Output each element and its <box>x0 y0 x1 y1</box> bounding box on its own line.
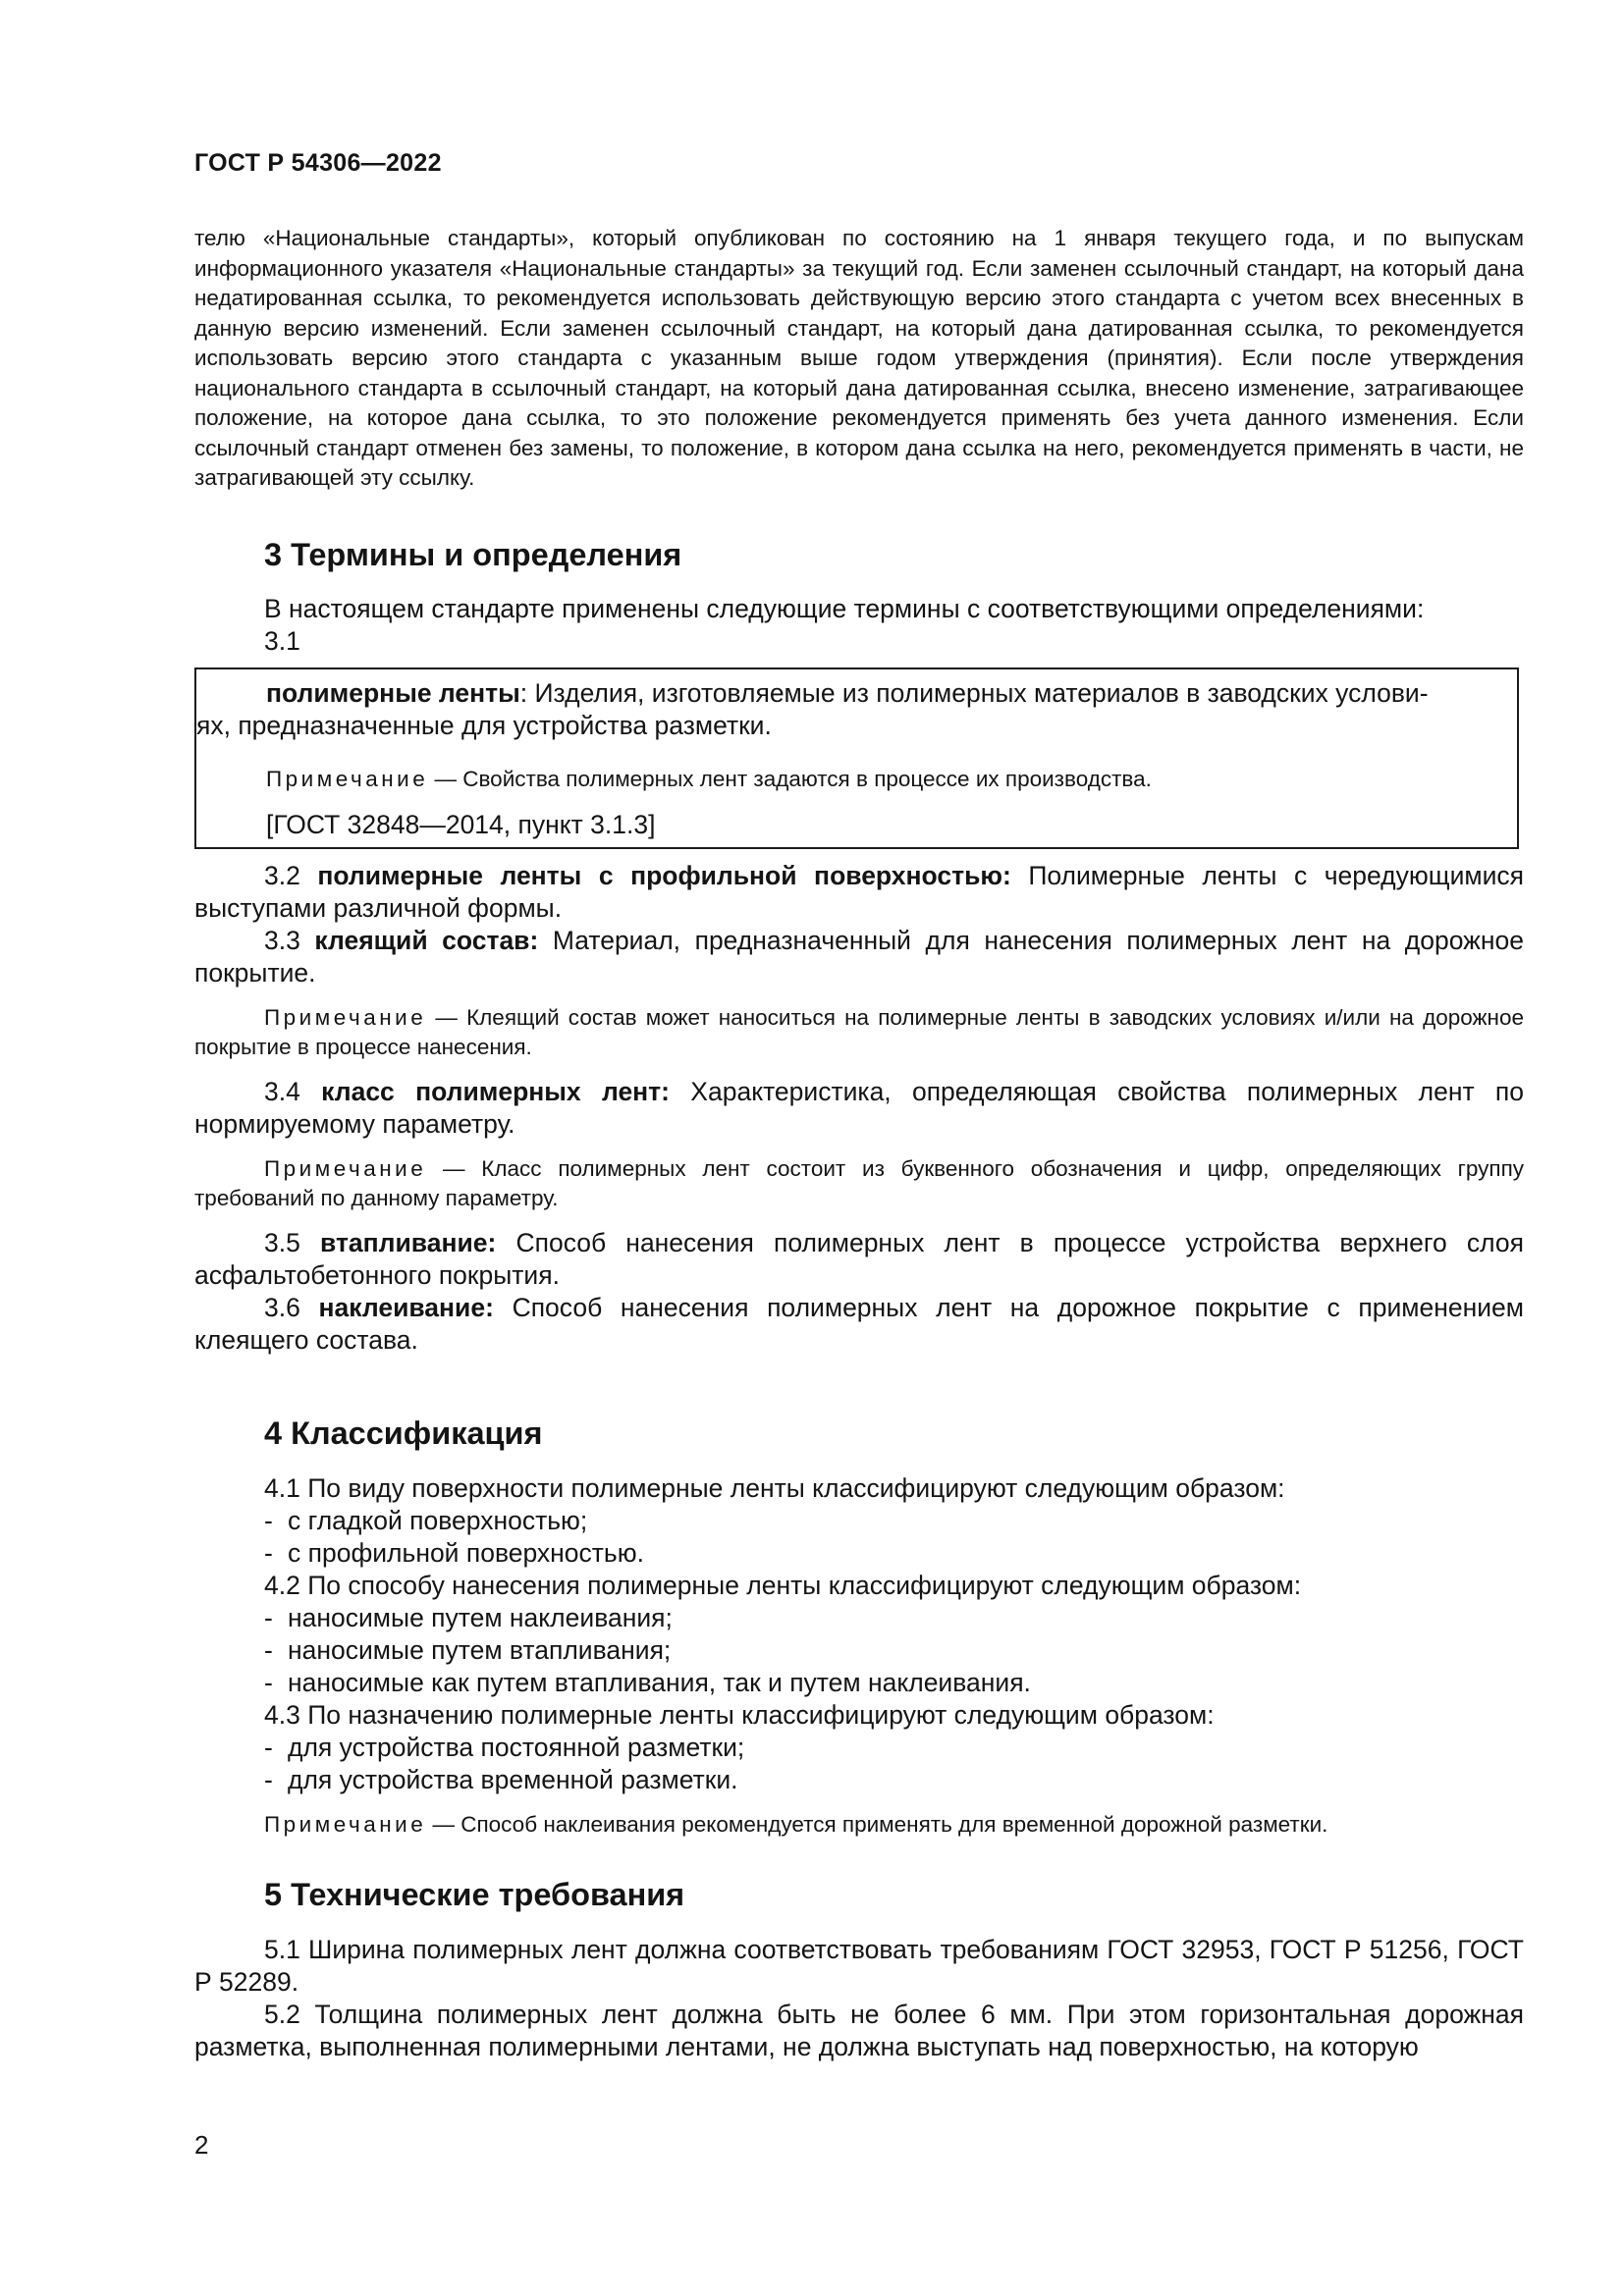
term-3-1-definition-text: : Изделия, изготовляемые из полимерных материалов в заводских услови- <box>519 678 1429 708</box>
clause-5-1: 5.1 Ширина полимерных лент должна соответствовать требованиям ГОСТ 32953, ГОСТ Р 51256, ГОСТ Р 52289. <box>194 1935 1524 1997</box>
section-3-title: 3 Термины и определения <box>264 537 682 572</box>
term-3-6-number: 3.6 <box>264 1293 300 1322</box>
section-4-title: 4 Классификация <box>264 1415 543 1451</box>
term-3-6-term: наклеивание: <box>318 1293 494 1322</box>
term-3-2-text: Полимерные ленты с чередующимися выступами различной формы. <box>194 861 1524 923</box>
term-3-3-number: 3.3 <box>264 926 300 955</box>
term-3-2 <box>194 860 1524 925</box>
term-3-3-note-label: Примечание <box>264 1005 427 1030</box>
page-number: 2 <box>194 2130 209 2160</box>
clause-4-2-item: - наносимые путем втапливания; <box>264 1635 672 1665</box>
term-3-3-text: Материал, предназначенный для нанесения полимерных лент на дорожное покрытие. <box>194 926 1524 988</box>
clause-4-1-item: - с гладкой поверхностью; <box>264 1506 588 1535</box>
section-3-terms <box>194 860 1524 1357</box>
term-3-4-number: 3.4 <box>264 1077 300 1106</box>
term-3-3-note <box>194 1003 1524 1062</box>
term-3-2-term: полимерные ленты с профильной поверхностью: <box>317 861 1011 890</box>
term-3-4-term: класс полимерных лент: <box>321 1077 670 1106</box>
section-4-body <box>194 1472 1524 1840</box>
term-3-5-text: Способ нанесения полимерных лент в процессе устройства верхнего слоя асфальтобетонного покрытия. <box>194 1228 1524 1290</box>
term-3-1-definition <box>266 677 1513 710</box>
section-4-note-text: — Способ наклеивания рекомендуется применять для временной дорожной разметки. <box>426 1812 1328 1837</box>
clause-4-1: 4.1 По виду поверхности полимерные ленты классифицируют следующим образом: <box>264 1473 1285 1503</box>
clause-4-2-item: - наносимые путем наклеивания; <box>264 1603 673 1632</box>
clause-4-2-item: - наносимые как путем втапливания, так и путем наклеивания. <box>264 1668 1031 1697</box>
term-3-4-note <box>194 1154 1524 1213</box>
section-4-note-label: Примечание <box>264 1812 427 1837</box>
term-3-5 <box>194 1227 1524 1292</box>
term-3-4-text: Характеристика, определяющая свойства полимерных лент по нормируемому параметру. <box>194 1077 1524 1139</box>
clause-4-2: 4.2 По способу нанесения полимерные ленты классифицируют следующим образом: <box>264 1571 1302 1600</box>
term-3-3 <box>194 925 1524 989</box>
clause-4-3: 4.3 По назначению полимерные ленты классифицируют следующим образом: <box>264 1700 1215 1730</box>
term-3-5-term: втапливание: <box>320 1228 497 1257</box>
term-3-1-term: полимерные ленты <box>266 678 520 708</box>
term-3-1-number: 3.1 <box>264 626 300 656</box>
term-3-3-note-text: — Клеящий состав может наноситься на полимерные ленты в заводских условиях и/или на дорожное покрытие в процессе нанесения. <box>194 1005 1524 1059</box>
term-3-4-note-label: Примечание <box>264 1156 427 1181</box>
term-3-5-number: 3.5 <box>264 1228 300 1257</box>
section-5-title: 5 Технические требования <box>264 1877 685 1912</box>
term-3-1-box <box>194 667 1519 849</box>
term-3-1-source: [ГОСТ 32848—2014, пункт 3.1.3] <box>266 810 656 839</box>
clause-5-2: 5.2 Толщина полимерных лент должна быть не более 6 мм. При этом горизонтальная дорожная разметка, выполненная полимерными лентами, не должна выступать над поверхностью, на которую <box>194 2000 1524 2061</box>
clause-4-1-item: - с профильной поверхностью. <box>264 1538 644 1568</box>
term-3-1-note-label: Примечание <box>266 767 429 791</box>
term-3-1-note <box>266 765 1152 794</box>
document-header: ГОСТ Р 54306—2022 <box>194 149 442 177</box>
term-3-2-number: 3.2 <box>264 861 300 890</box>
term-3-4-note-text: — Класс полимерных лент состоит из буквенного обозначения и цифр, определяющих группу требований по данному параметру. <box>194 1156 1524 1210</box>
intro-paragraph: телю «Национальные стандарты», который опубликован по состоянию на 1 января текущего года, и по выпускам информационного указателя «Национальные стандарты» за текущий год. Если заменен ссылочный стандарт, на который дана недатированная ссылка, то рекомендуется использовать действующую версию этого стандарта с учетом всех внесенных в данную версию изменений. Если заменен ссылочный стандарт, на который дана датированная ссылка, то рекомендуется использовать версию этого стандарта с указанным выше годом утверждения (принятия). Если после утверждения национального стандарта в ссылочный стандарт, на который дана датированная ссылка, внесено изменение, затрагивающее положение, на которое дана ссылка, то это положение рекомендуется применять без учета данного изменения. Если ссылочный стандарт отменен без замены, то положение, в котором дана ссылка на него, рекомендуется применять в части, не затрагивающей эту ссылку. <box>194 226 1524 490</box>
section-3-lead <box>194 593 1524 658</box>
term-3-4 <box>194 1076 1524 1141</box>
clause-4-3-item: - для устройства постоянной разметки; <box>264 1733 745 1762</box>
section-4-note <box>194 1810 1524 1840</box>
clause-4-3-item: - для устройства временной разметки. <box>264 1765 738 1794</box>
section-5-body <box>194 1934 1524 2063</box>
term-3-3-term: клеящий состав: <box>314 926 539 955</box>
section-3-lead-text: В настоящем стандарте применены следующие термины с соответствующими определениями: <box>264 594 1425 623</box>
term-3-1-note-text: — Свойства полимерных лент задаются в процессе их производства. <box>428 767 1152 791</box>
term-3-6 <box>194 1292 1524 1357</box>
term-3-1-definition-cont: ях, предназначенные для устройства разметки. <box>196 711 772 740</box>
term-3-6-text: Способ нанесения полимерных лент на дорожное покрытие с применением клеящего состава. <box>194 1293 1524 1355</box>
